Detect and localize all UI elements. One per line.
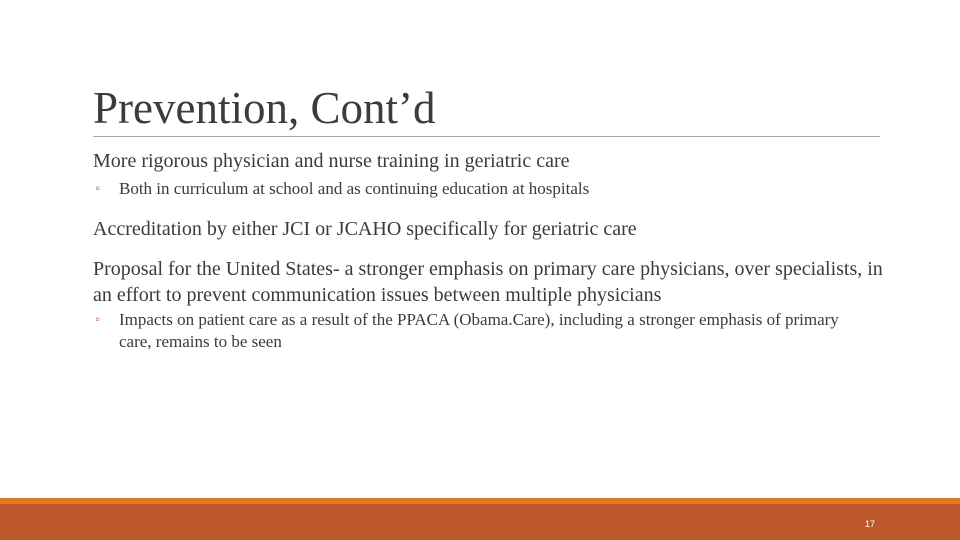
- sub-bullet-1-text: Both in curriculum at school and as continuing education at hospitals: [119, 179, 590, 198]
- sub-bullet-1: [95, 178, 589, 200]
- sub-bullet-2: [95, 309, 855, 353]
- title-divider: [93, 136, 880, 137]
- bullet-point-2: Accreditation by either JCI or JCAHO specifically for geriatric care: [93, 218, 637, 240]
- page-number: 17: [864, 519, 875, 529]
- bullet-point-1: More rigorous physician and nurse training in geriatric care: [93, 150, 570, 172]
- footer-band: [0, 504, 960, 540]
- bullet-point-3: Proposal for the United States- a stronger emphasis on primary care physicians, over specialists, in an effort to prevent communication issues between multiple physicians: [93, 258, 883, 306]
- circle-bullet-icon: ◦: [95, 181, 101, 197]
- slide-title: Prevention, Cont’d: [93, 83, 436, 133]
- circle-bullet-icon: ◦: [95, 312, 101, 328]
- sub-bullet-2-text: Impacts on patient care as a result of the PPACA (Obama.Care), including a stronger emphasis of primary care, remains to be seen: [119, 310, 839, 351]
